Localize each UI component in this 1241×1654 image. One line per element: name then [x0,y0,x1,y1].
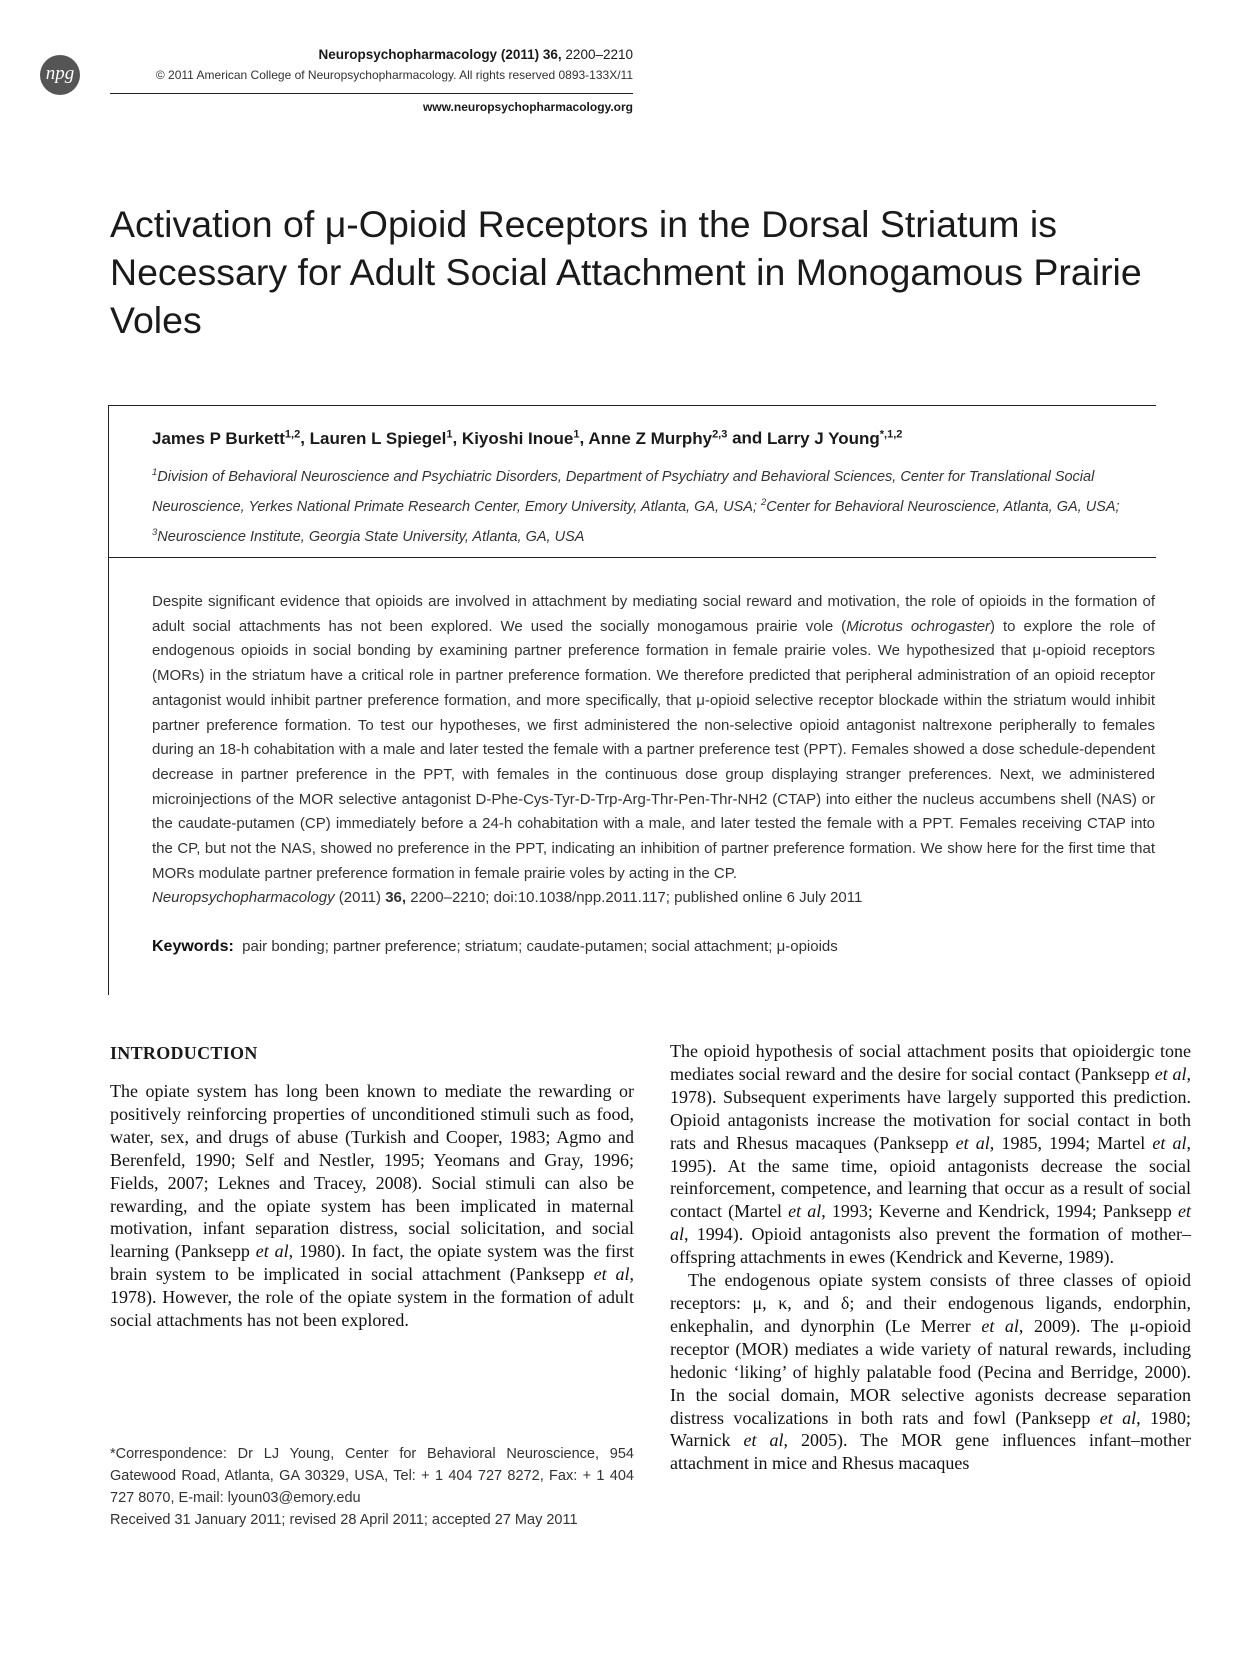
journal-volume: 36, [542,47,562,62]
keywords [152,938,1152,956]
keywords-list: pair bonding; partner preference; striatum; caudate-putamen; social attachment; μ-opioids [242,938,838,955]
article-title: Activation of μ-Opioid Receptors in the Dorsal Striatum is Necessary for Adult Social Attachment in Monogamous Prairie Voles [110,203,1142,341]
correspondence: *Correspondence: Dr LJ Young, Center for Behavioral Neuroscience, 954 Gatewood Road, Atlanta, GA 30329, USA, Tel: + 1 404 727 8272, Fax: + 1 404 727 8070, E-mail: lyoun03@emory.edu [110,1446,634,1506]
paragraph: The opioid hypothesis of social attachment posits that opioidergic tone mediates social reward and the desire for social contact (Panksepp et al, 1978). Subsequent experiments have largely supported this prediction. Opioid antagonists increase the motivation for social contact in both rats and Rhesus macaques (Panksepp et al, 1985, 1994; Martel et al, 1995). At the same time, opioid antagonists decrease the social reinforcement, competence, and learning that occur as a result of social contact (Martel et al, 1993; Keverne and Kendrick, 1994; Panksepp et al, 1994). Opioid antagonists also prevent the formation of mother–offspring attachments in ewes (Kendrick and Keverne, 1989). [670,1041,1191,1268]
abstract: Despite significant evidence that opioids are involved in attachment by mediating social reward and motivation, the role of opioids in the formation of adult social attachments has not been explored. We used the socially monogamous prairie vole (Microtus ochrogaster) to explore the role of endogenous opioids in social bonding by examining partner preference formation in female prairie voles. We hypothesized that μ-opioid receptors (MORs) in the striatum have a critical role in partner preference formation. We therefore predicted that peripheral administration of an opioid receptor antagonist would inhibit partner preference formation, and more specifically, that μ-opioid selective receptor blockade within the striatum would inhibit partner preference formation. To test our hypotheses, we first administered the non-selective opioid antagonist naltrexone peripherally to females during an 18-h cohabitation with a male and later tested the female with a partner preference test (PPT). Females showed a dose schedule-dependent decrease in partner preference in the PPT, with females in the continuous dose group displaying stranger preferences. Next, we administered microinjections of the MOR selective antagonist D-Phe-Cys-Tyr-D-Trp-Arg-Thr-Pen-Thr-NH2 (CTAP) into either the nucleus accumbens shell (NAS) or the caudate-putamen (CP) immediately before a 24-h cohabitation with a male, and later tested the female with a PPT. Females receiving CTAP into the CP, but not the NAS, showed no preference in the PPT, indicating an inhibition of partner preference formation. We show here for the first time that MORs modulate partner preference formation in female prairie voles by acting in the CP. Neuropsychopharmacology (2011) 36, 2200–2210; doi:10.1038/npp.2011.117; published online 6 July 2011 [152,593,1155,907]
author: Lauren L Spiegel$^1$ [309,428,453,448]
journal-pages: 2200–2210 [565,47,633,62]
author: Kiyoshi Inoue$^1$ [461,428,580,448]
author: Anne Z Murphy$^{2,3}$ [588,428,728,448]
header-rule [110,93,633,94]
author-list: James P Burkett$^{1,2}$, Lauren L Spiegel$^1$, Kiyoshi Inoue$^1$, Anne Z Murphy$^{2,3}$ and Larry J Young$^{*,1,2}$ [152,428,903,448]
citation-details: 2200–2210; doi:10.1038/npp.2011.117; published online 6 July 2011 [406,889,863,907]
paragraph: The opiate system has long been known to mediate the rewarding or positively reinforcing properties of unconditioned stimuli such as food, water, sex, and drugs of abuse (Turkish and Cooper, 1983; Agmo and Berenfeld, 1990; Self and Nestler, 1995; Yeomans and Gray, 1996; Fields, 2007; Leknes and Tracey, 2008). Social stimuli can also be rewarding, and the opiate system has been implicated in maternal motivation, infant separation distress, social solicitation, and social learning (Panksepp et al, 1980). In fact, the opiate system was the first brain system to be implicated in social attachment (Panksepp et al, 1978). However, the role of the opiate system in the formation of adult social attachments has not been explored. [110,1081,634,1331]
journal-url[interactable]: www.neuropsychopharmacology.org [422,100,633,114]
body-column-right [670,1040,1191,1475]
intro-column-left [110,1080,634,1332]
species-name: Microtus ochrogaster [846,617,991,635]
frame-top-rule [108,405,1156,406]
author: Larry J Young$^{*,1,2}$ [767,428,903,448]
copyright-line: © 2011 American College of Neuropsychopharmacology. All rights reserved 0893-133X/11 [155,68,633,82]
citation-journal: Neuropsychopharmacology [152,889,335,907]
section-heading-introduction: INTRODUCTION [110,1043,258,1063]
footnote [110,1443,634,1531]
npg-logo: npg [40,55,80,95]
keywords-label: Keywords: [152,938,234,955]
author: James P Burkett$^{1,2}$ [152,428,301,448]
paragraph: The endogenous opiate system consists of three classes of opioid receptors: μ, κ, and δ; and their endogenous ligands, endorphin, enkephalin, and dynorphin (Le Merrer et al, 2009). The μ-opioid receptor (MOR) mediates a wide variety of natural rewards, including hedonic ‘liking’ of highly palatable food (Pecina and Berridge, 2000). In the social domain, MOR selective agonists decrease separation distress vocalizations in both rats and fowl (Panksepp et al, 1980; Warnick et al, 2005). The MOR gene influences infant–mother attachment in mice and Rhesus macaques [670,1270,1191,1474]
frame-vertical-rule [108,405,109,995]
affiliations: $^1$Division of Behavioral Neuroscience and Psychiatric Disorders, Department of Psychiatry and Behavioral Sciences, Center for Translational Social Neuroscience, Yerkes National Primate Research Center, Emory University, Atlanta, GA, USA; $^2$Center for Behavioral Neuroscience, Atlanta, GA, USA; $^3$Neuroscience Institute, Georgia State University, Atlanta, GA, USA [152,467,1120,545]
frame-middle-rule [108,557,1156,558]
journal-citation [319,47,633,62]
received-dates: Received 31 January 2011; revised 28 April 2011; accepted 27 May 2011 [110,1512,578,1528]
journal-name: Neuropsychopharmacology (2011) [318,47,540,62]
